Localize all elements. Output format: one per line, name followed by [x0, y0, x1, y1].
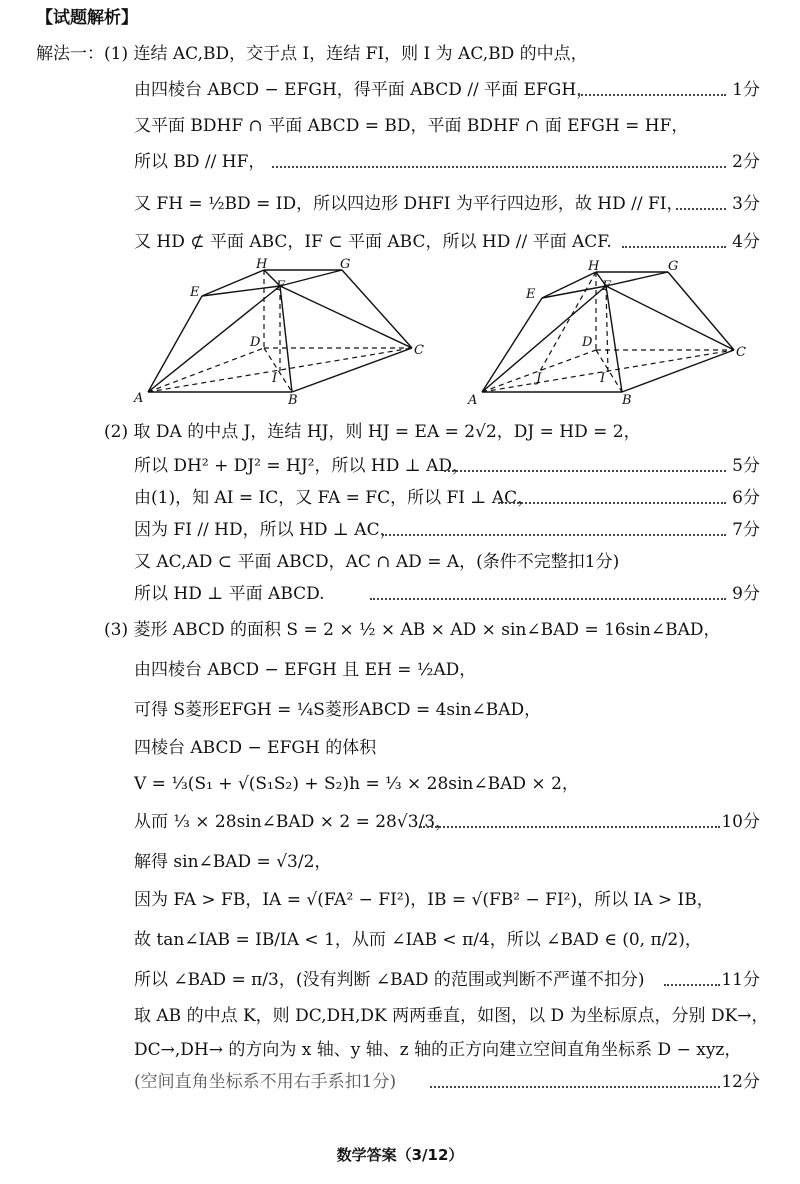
vertex-label: F [276, 279, 286, 294]
page-footer: 数学答案（3/12） [336, 1146, 464, 1164]
vertex-label: I [272, 371, 278, 386]
vertex-label: G [340, 258, 351, 272]
figure-frustum-1 [130, 258, 440, 408]
vertex-label: H [588, 259, 600, 274]
vertex-label: G [668, 259, 679, 274]
solution-line-2: 由四棱台 ABCD − EFGH，得平面 ABCD // 平面 EFGH， 1分 [0, 76, 760, 104]
solution-line-19: 解得 sin∠BAD = √3/2， [134, 852, 332, 872]
score-mark: 11分 [721, 970, 760, 990]
solution-line-18: 从而 ⅓ × 28sin∠BAD × 2 = 28√3/3， 10分 [0, 808, 760, 836]
vertex-label: C [414, 343, 424, 358]
solution-line-15: 可得 S菱形EFGH = ¼S菱形ABCD = 4sin∠BAD， [134, 700, 542, 720]
solution-line-9: 由(1)，知 AI = IC，又 FA = FC，所以 FI ⊥ AC， 6分 [0, 484, 760, 512]
score-mark: 10分 [721, 812, 760, 832]
solution-line-7: (2) 取 DA 的中点 J，连结 HJ，则 HJ = EA = 2√2，DJ = HD = 2， [104, 422, 641, 442]
vertex-label: C [736, 345, 746, 360]
vertex-label: E [190, 285, 200, 300]
solution-line-23: 取 AB 的中点 K，则 DC,DH,DK 两两垂直，如图，以 D 为坐标原点，分别 DK→， [134, 1006, 769, 1026]
solution-line-17: V = ⅓(S₁ + √(S₁S₂) + S₂)h = ⅓ × 28sin∠BAD × 2， [134, 774, 579, 794]
solution-line-5: 又 FH = ½BD = ID，所以四边形 DHFI 为平行四边形，故 HD // FI， 3分 [0, 190, 760, 218]
solution-line-3: 又平面 BDHF ∩ 平面 ABCD = BD，平面 BDHF ∩ 面 EFGH = HF， [134, 116, 689, 136]
solution-line-24: DC→,DH→ 的方向为 x 轴、y 轴、z 轴的正方向建立空间直角坐标系 D − xyz， [134, 1040, 742, 1060]
score-mark: 6分 [732, 488, 760, 508]
solution-line-11: 又 AC,AD ⊂ 平面 ABCD，AC ∩ AD = A，(条件不完整扣1分) [134, 552, 620, 572]
score-mark: 5分 [732, 456, 760, 476]
solution-line-13: (3) 菱形 ABCD 的面积 S = 2 × ½ × AB × AD × sin∠BAD = 16sin∠BAD， [104, 620, 721, 640]
vertex-label: B [288, 393, 298, 408]
vertex-label: A [468, 393, 478, 408]
vertex-label: H [256, 258, 268, 272]
score-mark: 2分 [732, 152, 760, 172]
solution-line-20: 因为 FA > FB，IA = √(FA² − FI²)，IB = √(FB² − FI²)，所以 IA > IB， [134, 890, 714, 910]
solution-line-4: 所以 BD // HF， 2分 [0, 148, 760, 176]
solution-line-12: 所以 HD ⊥ 平面 ABCD. 9分 [0, 580, 760, 608]
solution-line-21: 故 tan∠IAB = IB/IA < 1，从而 ∠IAB < π/4，所以 ∠BAD ∈ (0, π/2)， [134, 930, 702, 950]
score-mark: 4分 [732, 232, 760, 252]
score-mark: 3分 [732, 194, 760, 214]
vertex-label: J [536, 371, 542, 386]
score-mark: 9分 [732, 584, 760, 604]
score-mark: 1分 [732, 80, 760, 100]
vertex-label: I [600, 371, 606, 386]
solution-line-1: 解法一：(1) 连结 AC,BD，交于点 I，连结 FI，则 I 为 AC,BD 的中点， [36, 44, 588, 64]
solution-line-6: 又 HD ⊄ 平面 ABC，IF ⊂ 平面 ABC，所以 HD // 平面 ACF. 4分 [0, 228, 760, 256]
solution-line-16: 四棱台 ABCD − EFGH 的体积 [134, 738, 377, 758]
vertex-label: B [622, 393, 632, 408]
vertex-label: D [250, 335, 261, 350]
solution-line-10: 因为 FI // HD，所以 HD ⊥ AC， 7分 [0, 516, 760, 544]
score-mark: 12分 [721, 1072, 760, 1092]
figure-frustum-2 [462, 258, 762, 408]
vertex-label: D [582, 335, 593, 350]
score-mark: 7分 [732, 520, 760, 540]
solution-line-25: (空间直角坐标系不用右手系扣1分) 12分 [0, 1068, 760, 1096]
solution-line-14: 由四棱台 ABCD − EFGH 且 EH = ½AD， [134, 660, 477, 680]
vertex-label: F [602, 279, 612, 294]
vertex-label: E [526, 287, 536, 302]
solution-line-22: 所以 ∠BAD = π/3，(没有判断 ∠BAD 的范围或判断不严谨不扣分) 11分 [0, 966, 760, 994]
vertex-label: A [134, 391, 144, 406]
solution-line-8: 所以 DH² + DJ² = HJ²，所以 HD ⊥ AD， 5分 [0, 452, 760, 480]
section-header: 【试题解析】 [36, 8, 138, 28]
